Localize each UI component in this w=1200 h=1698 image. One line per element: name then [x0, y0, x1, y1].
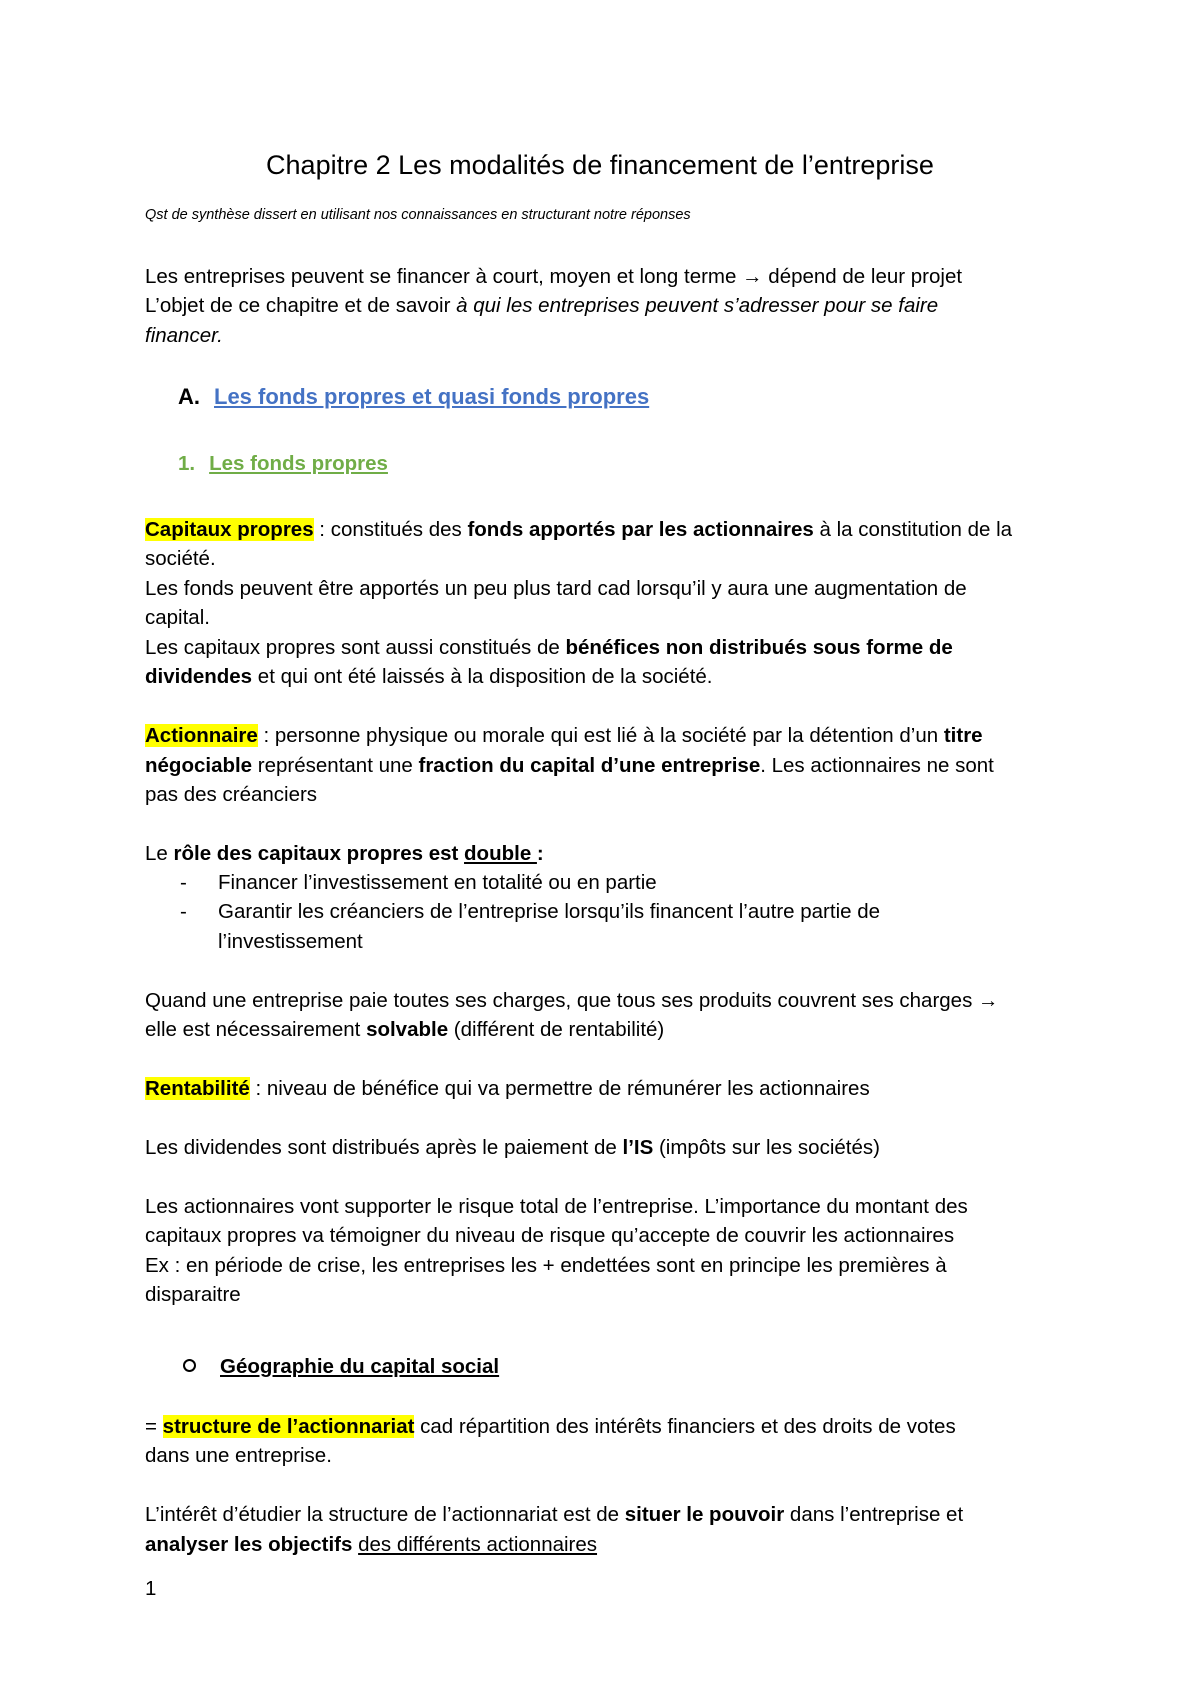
- solvable-line-2: [145, 1015, 664, 1044]
- bold-text: analyser les objectifs: [145, 1533, 353, 1556]
- intro-text: Les entreprises peuvent se financer à court, moyen et long terme: [145, 265, 743, 288]
- arrow-icon: →: [978, 989, 999, 1012]
- solvable-line-1: [145, 986, 999, 1015]
- dividendes-line: [145, 1133, 880, 1162]
- text: à la constitution de la: [813, 518, 1013, 541]
- bullet-dash: -: [180, 900, 187, 923]
- capitaux-line-5: [145, 633, 953, 662]
- list-item: Financer l’investissement en totalité ou en partie: [218, 871, 657, 894]
- text: : personne physique ou morale qui est lié à la société par la détention d’un: [257, 724, 944, 747]
- bullet-dash: -: [180, 871, 187, 894]
- text: : niveau de bénéfice qui va permettre de rémunérer les actionnaires: [249, 1077, 870, 1100]
- subheading-label: Géographie du capital social: [220, 1355, 500, 1378]
- bold-text: négociable: [145, 754, 253, 777]
- capitaux-line-1: [145, 515, 1012, 544]
- text: et qui ont été laissés à la disposition de la société.: [252, 665, 713, 688]
- capitaux-line-6: [145, 662, 712, 691]
- geographie-heading: [183, 1355, 499, 1379]
- bold-text: fraction du capital d’une entreprise: [418, 754, 761, 777]
- highlight-term: Capitaux propres: [145, 518, 314, 541]
- structure-line-2: dans une entreprise.: [145, 1444, 332, 1467]
- bold-text: titre: [943, 724, 983, 747]
- actionnaire-line-2: [145, 751, 994, 780]
- role-line: [145, 839, 544, 868]
- text: (différent de rentabilité): [448, 1018, 665, 1041]
- circle-bullet-icon: [183, 1359, 196, 1372]
- section-a-heading: [178, 384, 649, 410]
- text: . Les actionnaires ne sont: [760, 754, 994, 777]
- highlight-term: Rentabilité: [145, 1077, 250, 1100]
- bold-underline-text: double: [464, 842, 537, 865]
- bold-text: dividendes: [145, 665, 253, 688]
- capitaux-line-3: Les fonds peuvent être apportés un peu plus tard cad lorsqu’il y aura une augmentation de: [145, 577, 967, 600]
- text: : constitués des: [313, 518, 468, 541]
- page-number: 1: [145, 1577, 157, 1600]
- text: Les dividendes sont distribués après le paiement de: [145, 1136, 623, 1159]
- subtitle: Qst de synthèse dissert en utilisant nos connaissances en structurant notre réponses: [145, 207, 691, 223]
- bold-text: solvable: [366, 1018, 449, 1041]
- actionnaire-line-1: [145, 721, 983, 750]
- section-number: 1.: [178, 452, 196, 475]
- bold-text: fonds apportés par les actionnaires: [467, 518, 814, 541]
- rentabilite-line: [145, 1074, 870, 1103]
- actionnaire-line-3: pas des créanciers: [145, 783, 318, 806]
- text: L’intérêt d’étudier la structure de l’actionnariat est de: [145, 1503, 625, 1526]
- section-label: Les fonds propres: [209, 452, 388, 475]
- text: =: [145, 1415, 163, 1438]
- text: Les capitaux propres sont aussi constitués de: [145, 636, 566, 659]
- list-item-continuation: l’investissement: [218, 930, 363, 953]
- risque-line-1: Les actionnaires vont supporter le risque total de l’entreprise. L’importance du montant des: [145, 1195, 968, 1218]
- intro-italic: à qui les entreprises peuvent s’adresser pour se faire: [456, 294, 939, 317]
- bold-text: bénéfices non distribués sous forme de: [565, 636, 953, 659]
- underline-text: des différents actionnaires: [358, 1533, 598, 1556]
- section-number: A.: [178, 384, 200, 409]
- capitaux-line-2: société.: [145, 547, 216, 570]
- text: cad répartition des intérêts financiers et des droits de votes: [414, 1415, 956, 1438]
- structure-line-1: [145, 1412, 956, 1441]
- text: elle est nécessairement: [145, 1018, 367, 1041]
- intro-text: dépend de leur projet: [762, 265, 963, 288]
- bold-text: l’IS: [622, 1136, 654, 1159]
- intro-line-2: [145, 291, 938, 320]
- text: Le: [145, 842, 174, 865]
- bold-text: rôle des capitaux propres est: [173, 842, 465, 865]
- section-1-heading: [178, 452, 388, 476]
- list-item: Garantir les créanciers de l’entreprise lorsqu’ils financent l’autre partie de: [218, 900, 881, 923]
- text: (impôts sur les sociétés): [653, 1136, 880, 1159]
- text: dans l’entreprise et: [784, 1503, 964, 1526]
- highlight-term: Actionnaire: [145, 724, 258, 747]
- risque-line-3: Ex : en période de crise, les entreprises les + endettées sont en principe les premières à: [145, 1254, 947, 1277]
- intro-line-1: [145, 262, 962, 291]
- bold-text: :: [536, 842, 544, 865]
- capitaux-line-4: capital.: [145, 606, 210, 629]
- intro-line-3: financer.: [145, 324, 223, 347]
- risque-line-4: disparaitre: [145, 1283, 241, 1306]
- text: représentant une: [252, 754, 419, 777]
- highlight-term: structure de l’actionnariat: [162, 1415, 415, 1438]
- arrow-icon: →: [742, 265, 763, 288]
- interet-line-2: [145, 1530, 597, 1559]
- interet-line-1: [145, 1500, 963, 1529]
- intro-text: L’objet de ce chapitre et de savoir: [145, 294, 457, 317]
- section-label: Les fonds propres et quasi fonds propres: [214, 384, 650, 409]
- text: Quand une entreprise paie toutes ses charges, que tous ses produits couvrent ses charges: [145, 989, 979, 1012]
- risque-line-2: capitaux propres va témoigner du niveau de risque qu’accepte de couvrir les actionnaires: [145, 1224, 955, 1247]
- page-title: Chapitre 2 Les modalités de financement de l’entreprise: [266, 150, 934, 180]
- bold-text: situer le pouvoir: [624, 1503, 785, 1526]
